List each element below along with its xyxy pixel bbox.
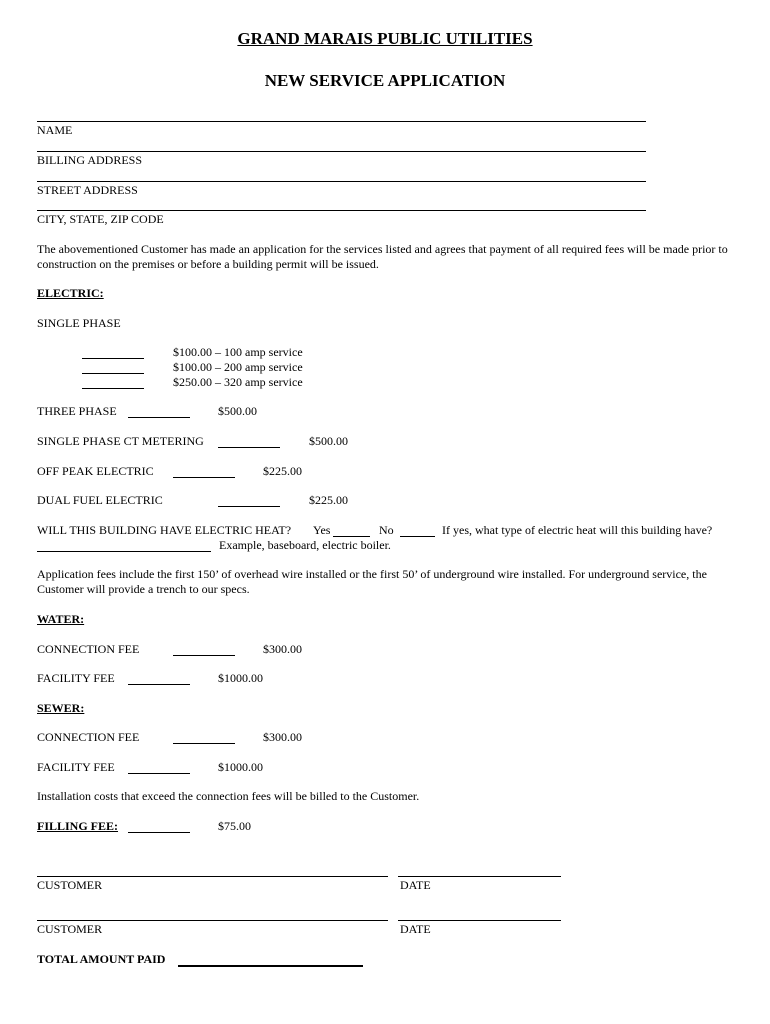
filling-fee-label: FILLING FEE: bbox=[37, 819, 119, 833]
date-label-1: DATE bbox=[400, 878, 431, 892]
electric-note: Application fees include the first 150’ of overhead wire installed or the first 50’ of underground wire installed. For underground service, the Customer will provide a trench to our specs. bbox=[37, 567, 707, 596]
dual-fuel-price: $225.00 bbox=[309, 493, 348, 507]
electric-heading: ELECTRIC: bbox=[37, 286, 104, 300]
name-label: NAME bbox=[37, 123, 73, 137]
customer-label-1: CUSTOMER bbox=[37, 878, 103, 892]
heat-followup: If yes, what type of electric heat will this building have? bbox=[442, 523, 713, 537]
customer-signature-line-1[interactable] bbox=[37, 876, 388, 877]
three-phase-label: THREE PHASE bbox=[37, 404, 117, 418]
ct-metering-price: $500.00 bbox=[309, 434, 348, 448]
option-100-blank[interactable] bbox=[82, 358, 144, 359]
heat-no-blank[interactable] bbox=[400, 536, 435, 537]
install-note: Installation costs that exceed the connection fees will be billed to the Customer. bbox=[37, 789, 420, 803]
three-phase-blank[interactable] bbox=[128, 417, 190, 418]
dual-fuel-label: DUAL FUEL ELECTRIC bbox=[37, 493, 163, 507]
city-label: CITY, STATE, ZIP CODE bbox=[37, 212, 164, 226]
water-heading: WATER: bbox=[37, 612, 85, 626]
date-line-1[interactable] bbox=[398, 876, 561, 877]
sewer-facility-price: $1000.00 bbox=[218, 760, 263, 774]
water-facility-blank[interactable] bbox=[128, 684, 190, 685]
ct-metering-label: SINGLE PHASE CT METERING bbox=[37, 434, 204, 448]
water-connection-blank[interactable] bbox=[173, 655, 235, 656]
sewer-heading: SEWER: bbox=[37, 701, 85, 715]
ct-metering-blank[interactable] bbox=[218, 447, 280, 448]
water-facility-label: FACILITY FEE bbox=[37, 671, 115, 685]
intro-text: The abovementioned Customer has made an application for the services listed and agrees that payment of all required fees will be made prior to construction on the premises or before a building permit will be issued. bbox=[37, 242, 728, 271]
off-peak-blank[interactable] bbox=[173, 477, 235, 478]
sewer-facility-blank[interactable] bbox=[128, 773, 190, 774]
heat-yes-blank[interactable] bbox=[333, 536, 370, 537]
customer-label-2: CUSTOMER bbox=[37, 922, 103, 936]
single-phase-label: SINGLE PHASE bbox=[37, 316, 121, 330]
date-label-2: DATE bbox=[400, 922, 431, 936]
three-phase-price: $500.00 bbox=[218, 404, 257, 418]
billing-line[interactable] bbox=[37, 151, 646, 152]
off-peak-price: $225.00 bbox=[263, 464, 302, 478]
heat-example: Example, baseboard, electric boiler. bbox=[219, 538, 391, 552]
sewer-connection-label: CONNECTION FEE bbox=[37, 730, 140, 744]
heat-yes-label: Yes bbox=[313, 523, 331, 537]
heat-question: WILL THIS BUILDING HAVE ELECTRIC HEAT? bbox=[37, 523, 292, 537]
sewer-connection-price: $300.00 bbox=[263, 730, 302, 744]
form-title: NEW SERVICE APPLICATION bbox=[264, 71, 506, 90]
water-connection-label: CONNECTION FEE bbox=[37, 642, 140, 656]
street-label: STREET ADDRESS bbox=[37, 183, 138, 197]
heat-type-blank[interactable] bbox=[37, 551, 211, 552]
option-100-amp: $100.00 – 100 amp service bbox=[173, 345, 303, 359]
street-line[interactable] bbox=[37, 181, 646, 182]
off-peak-label: OFF PEAK ELECTRIC bbox=[37, 464, 154, 478]
city-line[interactable] bbox=[37, 210, 646, 211]
total-amount-label: TOTAL AMOUNT PAID bbox=[37, 952, 166, 966]
option-320-amp: $250.00 – 320 amp service bbox=[173, 375, 303, 389]
sewer-connection-blank[interactable] bbox=[173, 743, 235, 744]
filling-fee-price: $75.00 bbox=[218, 819, 251, 833]
option-320-blank[interactable] bbox=[82, 388, 144, 389]
total-amount-blank[interactable] bbox=[178, 965, 363, 967]
sewer-facility-label: FACILITY FEE bbox=[37, 760, 115, 774]
water-connection-price: $300.00 bbox=[263, 642, 302, 656]
org-title: GRAND MARAIS PUBLIC UTILITIES bbox=[237, 29, 533, 48]
heat-no-label: No bbox=[379, 523, 394, 537]
dual-fuel-blank[interactable] bbox=[218, 506, 280, 507]
billing-label: BILLING ADDRESS bbox=[37, 153, 143, 167]
filling-fee-blank[interactable] bbox=[128, 832, 190, 833]
option-200-amp: $100.00 – 200 amp service bbox=[173, 360, 303, 374]
date-line-2[interactable] bbox=[398, 920, 561, 921]
option-200-blank[interactable] bbox=[82, 373, 144, 374]
name-line[interactable] bbox=[37, 121, 646, 122]
water-facility-price: $1000.00 bbox=[218, 671, 263, 685]
customer-signature-line-2[interactable] bbox=[37, 920, 388, 921]
